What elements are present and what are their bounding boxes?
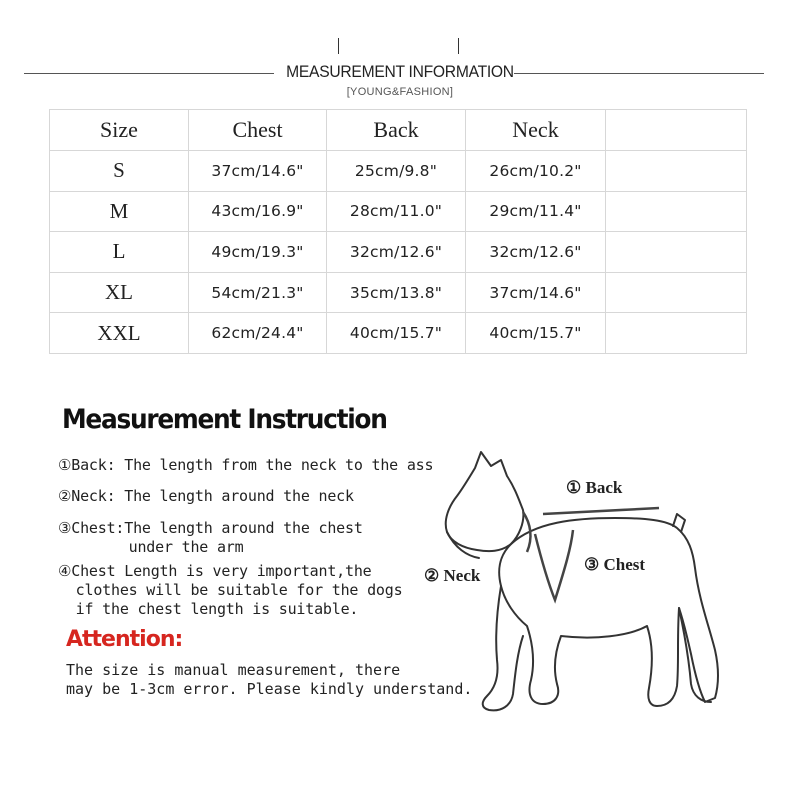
chest-cell: 62cm/24.4" [189,313,327,354]
instruction-item-chest: ③Chest:The length around the chest [58,519,363,537]
size-cell: M [50,191,189,232]
instruction-item-chest-length-cont2: if the chest length is suitable. [58,600,359,618]
empty-cell [606,313,747,354]
back-cell: 32cm/12.6" [327,232,466,273]
column-header-empty [606,110,747,151]
empty-cell [606,272,747,313]
neck-cell: 40cm/15.7" [466,313,606,354]
column-header-neck: Neck [466,110,606,151]
size-table [49,109,747,354]
column-header-back: Back [327,110,466,151]
size-cell: S [50,151,189,192]
empty-cell [606,232,747,273]
neck-cell: 32cm/12.6" [466,232,606,273]
neck-cell: 37cm/14.6" [466,272,606,313]
diagram-label-neck: ② Neck [424,566,481,585]
empty-cell [606,151,747,192]
chest-cell: 37cm/14.6" [189,151,327,192]
back-cell: 28cm/11.0" [327,191,466,232]
table-row [50,313,747,354]
dog-head-outline [446,452,524,551]
chest-strap-line [535,530,573,600]
instruction-item-chest-cont: under the arm [58,538,244,556]
page-title: MEASUREMENT INFORMATION [286,62,514,81]
attention-note-line2: may be 1-3cm error. Please kindly understand. [66,680,473,698]
table-row [50,232,747,273]
table-row [50,272,747,313]
instruction-item-chest-length-cont1: clothes will be suitable for the dogs [58,581,403,599]
instruction-item-chest-length: ④Chest Length is very important,the [58,562,372,580]
back-strap-line [543,508,659,514]
instruction-item-neck: ②Neck: The length around the neck [58,487,354,505]
diagram-label-back: ① Back [566,478,623,497]
header-rule-right [514,73,764,74]
attention-note-line1: The size is manual measurement, there [66,661,401,679]
header-rule-left [24,73,274,74]
dog-front-leg-outline [483,586,523,710]
chest-cell: 54cm/21.3" [189,272,327,313]
back-cell: 25cm/9.8" [327,151,466,192]
column-header-size: Size [50,110,189,151]
instruction-item-back: ①Back: The length from the neck to the ass [58,456,434,474]
chest-cell: 43cm/16.9" [189,191,327,232]
page-subtitle: [YOUNG&FASHION] [346,86,454,98]
neck-cell: 26cm/10.2" [466,151,606,192]
chest-cell: 49cm/19.3" [189,232,327,273]
header-tick-left [338,38,339,54]
empty-cell [606,191,747,232]
back-cell: 40cm/15.7" [327,313,466,354]
instruction-title: Measurement Instruction [62,404,387,435]
size-cell: XL [50,272,189,313]
size-cell: L [50,232,189,273]
dog-beard-outline [447,532,479,558]
size-cell: XXL [50,313,189,354]
dog-body-outline [499,518,718,706]
neck-cell: 29cm/11.4" [466,191,606,232]
table-row [50,151,747,192]
attention-label: Attention: [66,627,183,652]
table-row [50,191,747,232]
table-header-row [50,110,747,151]
header-tick-right [458,38,459,54]
column-header-chest: Chest [189,110,327,151]
back-cell: 35cm/13.8" [327,272,466,313]
diagram-label-chest: ③ Chest [584,555,646,574]
